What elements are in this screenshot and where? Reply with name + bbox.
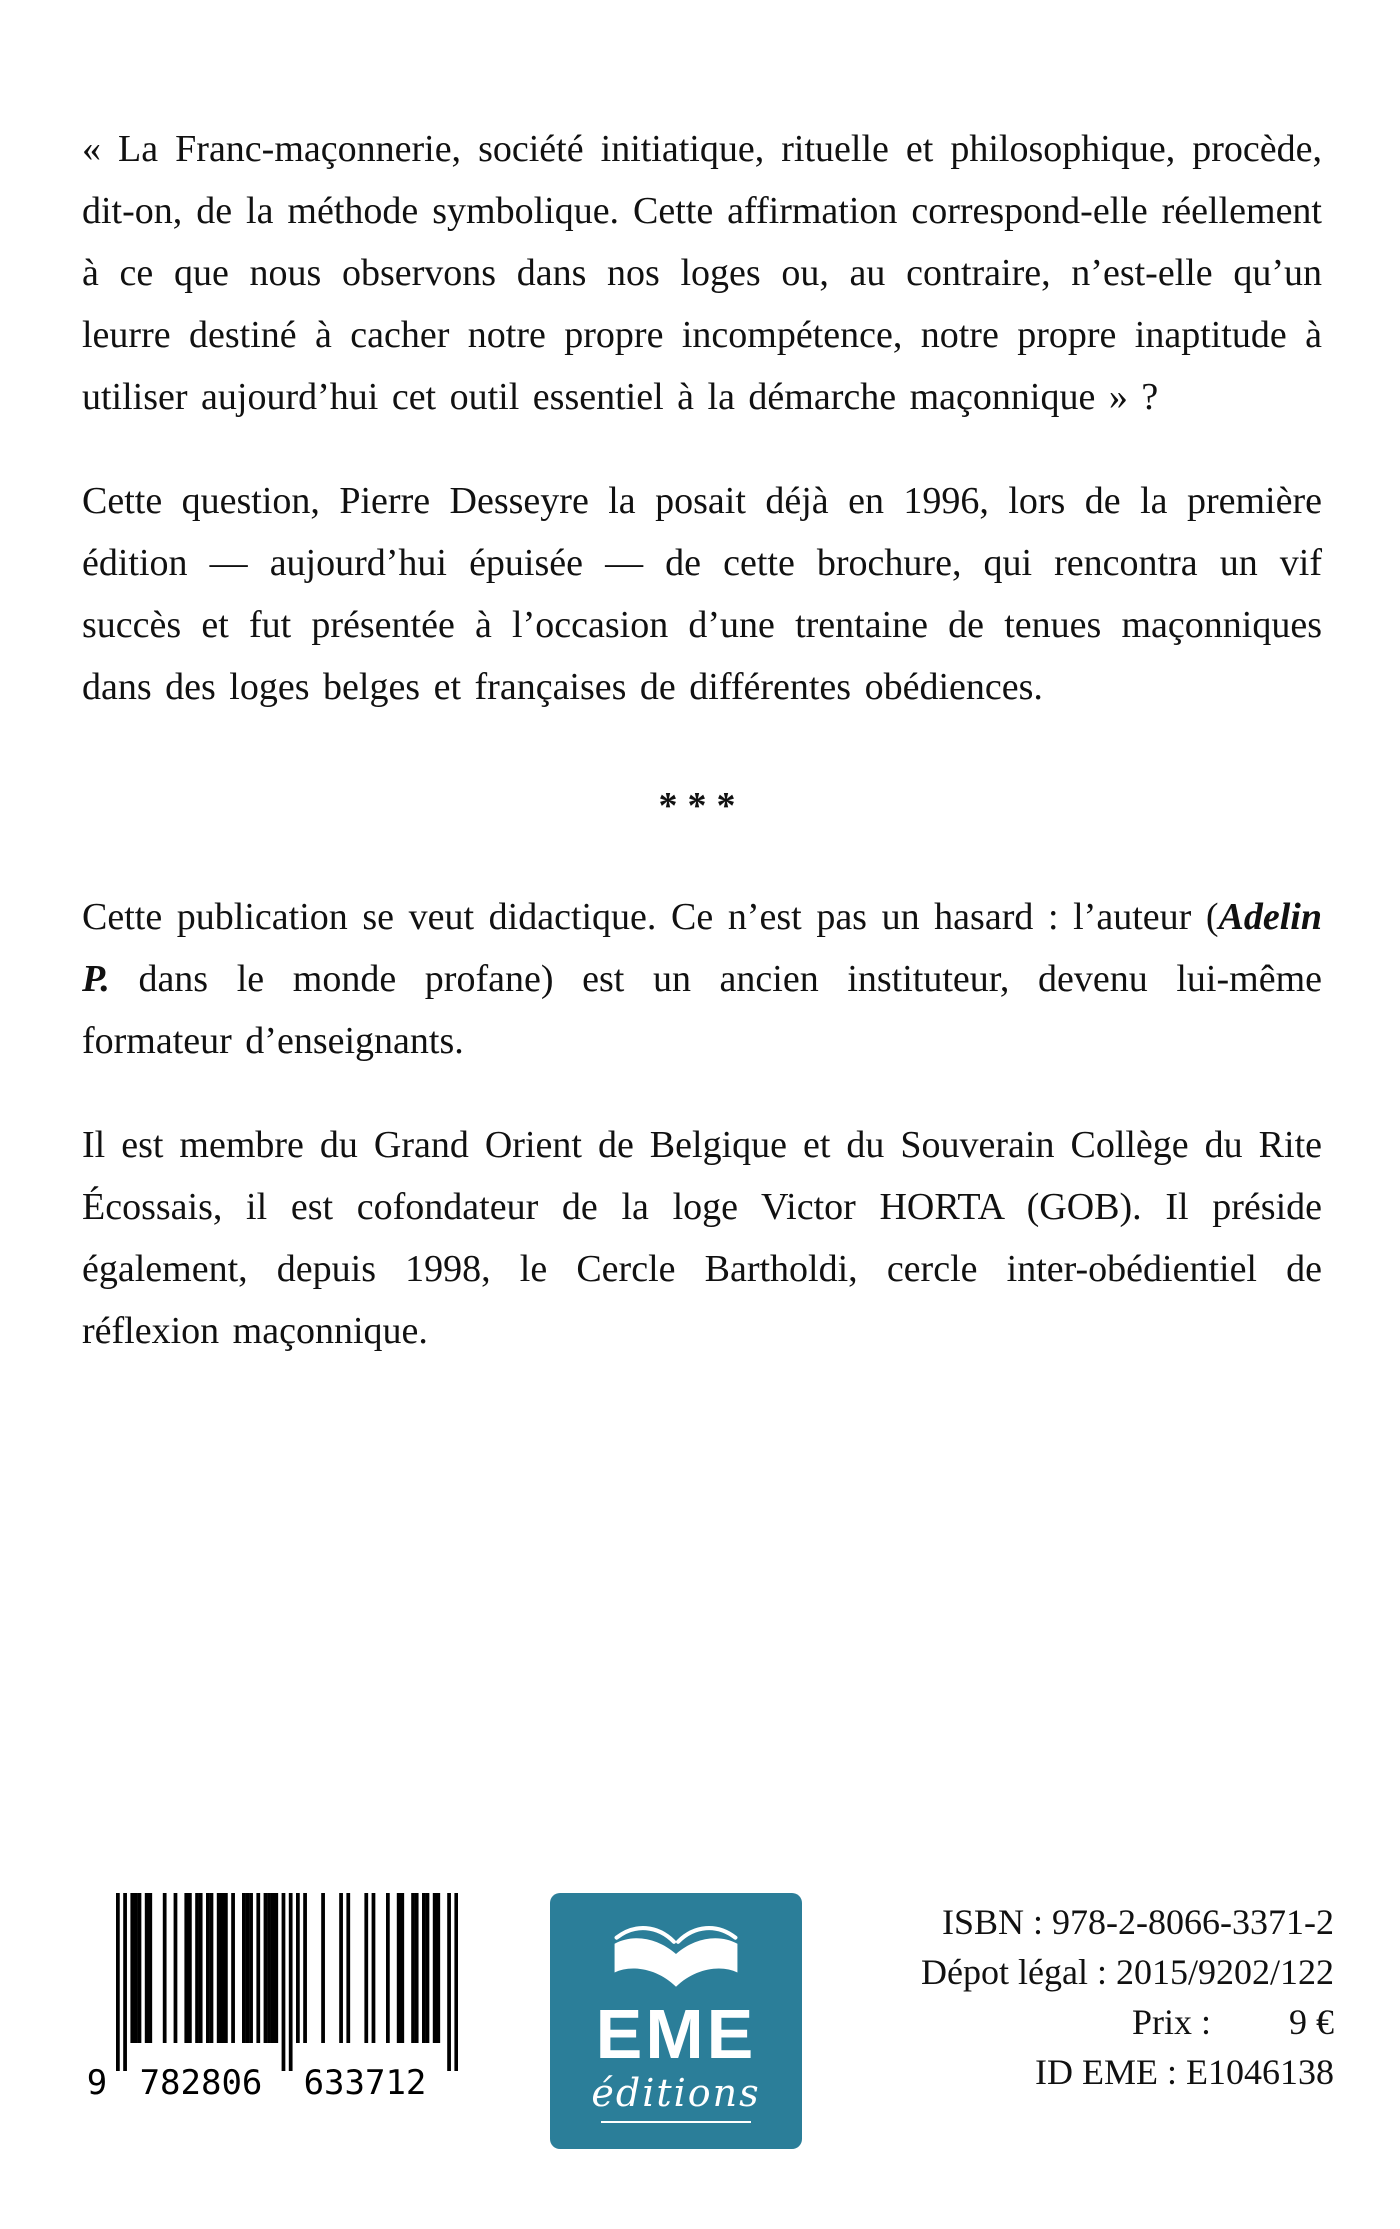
asterisk-separator: *** xyxy=(658,785,746,827)
footer xyxy=(80,1893,1334,2149)
barcode-digit-group1: 782806 xyxy=(130,2061,272,2105)
logo-title: EME xyxy=(595,1995,757,2073)
id-eme-line: ID EME : E1046138 xyxy=(1035,2052,1334,2092)
price-value: 9 € xyxy=(1289,2002,1334,2042)
didactic-text-after: dans le monde profane) est un ancien instituteur, devenu lui-même formateur d’enseignants. xyxy=(82,958,1322,1062)
didactic-text-before: Cette publication se veut didactique. Ce n’est pas un hasard : l’auteur ( xyxy=(82,896,1219,938)
barcode-bars xyxy=(116,1893,458,2071)
depot-legal-line: Dépot légal : 2015/9202/122 xyxy=(921,1952,1334,1992)
open-book-icon xyxy=(601,1909,751,1995)
barcode-digits xyxy=(80,2061,460,2105)
quote-paragraph: « La Franc-maçonnerie, société initiatique, rituelle et philosophique, procède, dit-on, de la méthode symbolique. Cette affirmation correspond-elle réellement à ce que nous observons dans nos loges ou, au contraire, n’est-elle qu’un leurre destiné à cacher notre propre incompétence, notre propre inaptitude à utiliser aujourd’hui cet outil essentiel à la démarche maçonnique » ? xyxy=(82,128,1322,418)
author-name: Adelin P. xyxy=(82,896,1322,1000)
barcode-digit-group2: 633712 xyxy=(294,2061,436,2105)
eme-logo xyxy=(550,1893,802,2149)
publication-info xyxy=(802,1897,1334,2097)
isbn-line: ISBN : 978-2-8066-3371-2 xyxy=(942,1902,1334,1942)
logo-subtitle: éditions xyxy=(591,2071,761,2115)
didactic-paragraph xyxy=(82,886,1322,1072)
history-paragraph: Cette question, Pierre Desseyre la posait déjà en 1996, lors de la première édition — aujourd’hui épuisée — de cette brochure, qui rencontra un vif succès et fut présentée à l’occasion d’une trentaine de tenues maçonniques dans des loges belges et françaises de différentes obédiences. xyxy=(82,480,1322,708)
price-line xyxy=(802,1997,1334,2047)
logo-rule xyxy=(601,2121,751,2123)
ean13-barcode xyxy=(80,1893,460,2103)
barcode-digit-first: 9 xyxy=(80,2061,114,2105)
price-label: Prix : xyxy=(1131,2002,1211,2042)
bio-paragraph: Il est membre du Grand Orient de Belgique et du Souverain Collège du Rite Écossais, il est cofondateur de la loge Victor HORTA (GOB). Il préside également, depuis 1998, le Cercle Bartholdi, cercle inter-obédientiel de réflexion maçonnique. xyxy=(82,1124,1322,1352)
